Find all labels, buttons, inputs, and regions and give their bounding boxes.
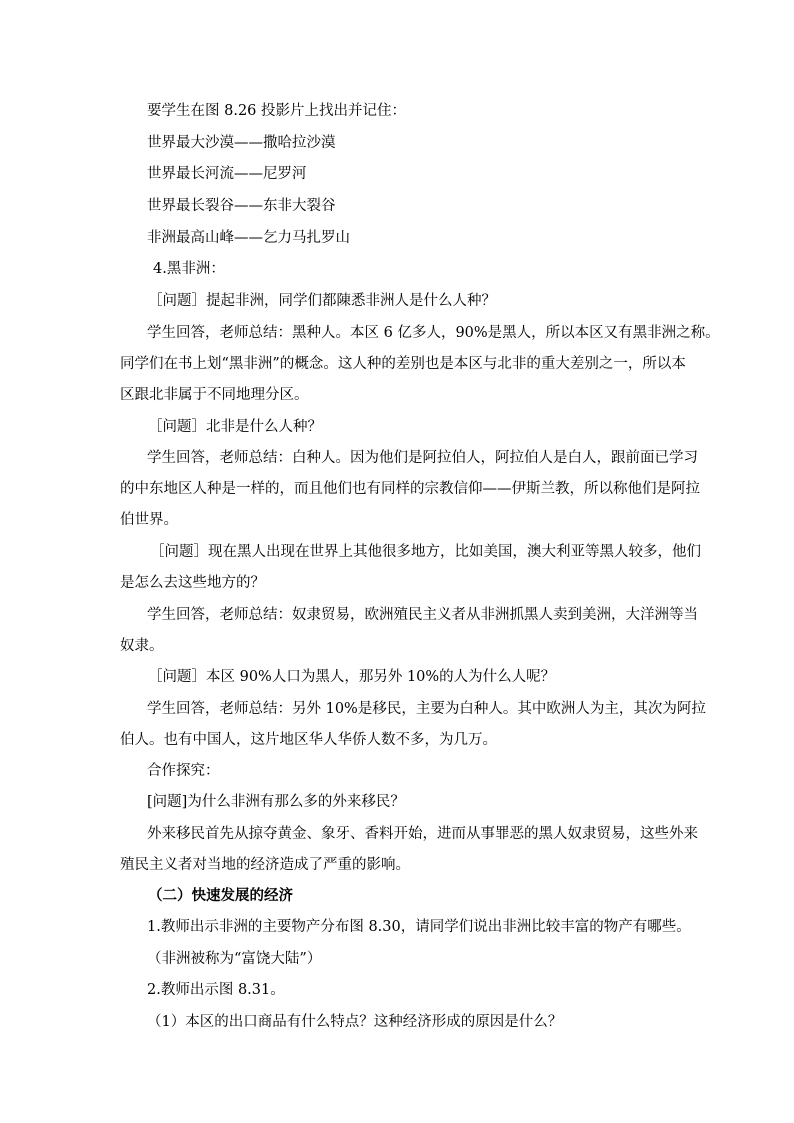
section-heading: （二）快速发展的经济 [148, 887, 293, 904]
text-line-17: 学生回答，老师总结：奴隶贸易，欧洲殖民主义者从非洲抓黑人卖到美洲，大洋洲等当 [147, 607, 698, 623]
text-line-10: 区跟北非属于不同地理分区。 [120, 387, 309, 403]
text-line-15: ［问题］现在黑人出现在世界上其他很多地方，比如美国，澳大利亚等黑人较多，他们 [150, 544, 701, 560]
text-line-28: （非洲被称为“富饶大陆”） [147, 951, 322, 967]
text-line-23: [问题]为什么非洲有那么多的外来移民？ [147, 794, 405, 810]
text-line-22: 合作探究： [147, 763, 220, 779]
text-line-4: 世界最长裂谷——东非大裂谷 [147, 198, 336, 214]
text-line-5: 非洲最高山峰——乞力马扎罗山 [147, 230, 350, 246]
text-line-27: 1.教师出示非洲的主要物产分布图 8.30，请同学们说出非洲比较丰富的物产有哪些。 [147, 919, 691, 935]
text-line-13: 的中东地区人种是一样的，而且他们也有同样的宗教信仰——伊斯兰教，所以称他们是阿拉 [120, 481, 700, 497]
text-line-30: （1）本区的出口商品有什么特点？这种经济形成的原因是什么？ [147, 1014, 563, 1030]
text-line-20: 学生回答，老师总结：另外 10%是移民，主要为白种人。其中欧洲人为主，其次为阿拉 [147, 701, 706, 717]
text-line-18: 奴隶。 [120, 638, 164, 654]
text-line-21: 伯人。也有中国人，这片地区华人华侨人数不多，为几万。 [120, 732, 497, 748]
text-line-14: 伯世界。 [120, 512, 178, 528]
text-line-25: 殖民主义者对当地的经济造成了严重的影响。 [120, 857, 410, 873]
text-line-8: 学生回答，老师总结：黑种人。本区 6 亿多人，90%是黑人，所以本区又有黑非洲之称。 [147, 325, 720, 341]
text-line-9: 同学们在书上划“黑非洲”的概念。这人种的差别也是本区与北非的重大差别之一，所以本 [120, 356, 686, 372]
text-line-7: ［问题］提起非洲，同学们都陳悉非洲人是什么人种？ [148, 293, 496, 309]
text-line-12: 学生回答，老师总结：白种人。因为他们是阿拉伯人，阿拉伯人是白人，跟前面已学习 [147, 450, 698, 466]
text-line-19: ［问题］本区 90%人口为黑人，那另外 10%的人为什么人呢？ [148, 669, 556, 685]
text-line-16: 是怎么去这些地方的？ [120, 575, 265, 591]
text-line-24: 外来移民首先从掠夺黄金、象牙、香料开始，进而从事罪恶的黑人奴隶贸易，这些外来 [147, 826, 698, 842]
text-line-3: 世界最长河流——尼罗河 [147, 166, 307, 182]
text-line-6: 4.黑非洲： [153, 261, 225, 277]
text-line-2: 世界最大沙漠——撒哈拉沙漠 [147, 135, 336, 151]
text-line-1: 要学生在图 8.26 投影片上找出并记住： [147, 103, 407, 119]
text-line-11: ［问题］北非是什么人种？ [148, 419, 322, 435]
text-line-29: 2.教师出示图 8.31。 [147, 982, 285, 998]
